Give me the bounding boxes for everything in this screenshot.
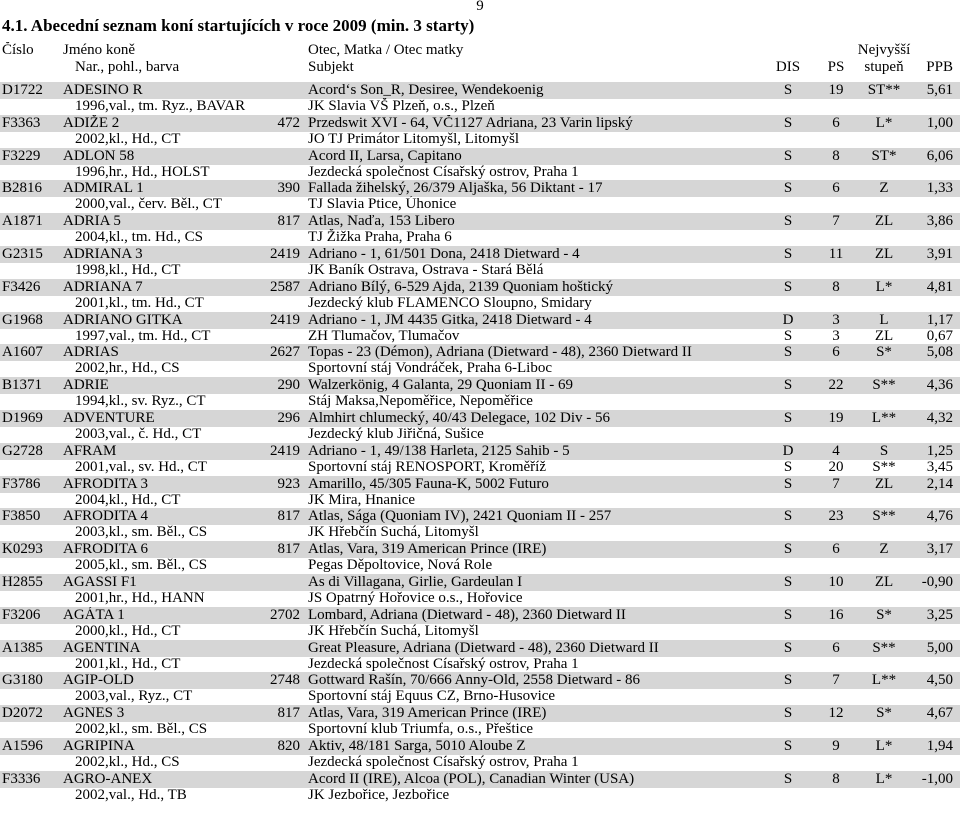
horse-ps: 16 <box>828 606 844 623</box>
table-row <box>0 344 960 361</box>
horse-parents: Amarillo, 45/305 Fauna-K, 5002 Futuro <box>308 475 549 492</box>
horse-subject: Stáj Maksa,Nepoměřice, Nepoměřice <box>308 393 533 410</box>
horse-subject: JK Baník Ostrava, Ostrava - Stará Bělá <box>308 262 544 278</box>
horse-parents: Adriano - 1, 61/501 Dona, 2418 Dietward - 4 <box>308 246 580 262</box>
horse-number: 2419 <box>270 246 300 262</box>
table-row-detail <box>0 262 960 279</box>
horse-name: ADVENTURE <box>63 410 155 426</box>
horse-name: ADLON 58 <box>63 147 135 164</box>
horse-ppb-2: 3,45 <box>926 458 953 475</box>
horse-ppb: 1,33 <box>926 180 953 197</box>
horse-parents: Atlas, Vara, 319 American Prince (IRE) <box>308 705 547 722</box>
horse-dis: S <box>783 508 793 525</box>
horse-ps: 8 <box>832 278 840 295</box>
horse-birth-sex-color: 2005,kl., sm. Běl., CS <box>75 557 208 574</box>
horse-ppb: 4,76 <box>926 508 953 525</box>
horse-id: K0293 <box>2 541 43 558</box>
table-row-detail <box>0 557 960 574</box>
table-row-detail <box>0 754 960 771</box>
horse-subject: TJ Žižka Praha, Praha 6 <box>308 229 452 246</box>
horse-subject: ZH Tlumačov, Tlumačov <box>308 327 460 344</box>
table-row-detail <box>0 196 960 213</box>
table-row <box>0 246 960 263</box>
horse-subject: Sportovní klub Triumfa, o.s., Přeštice <box>308 721 534 738</box>
horse-stupen: Z <box>879 180 889 197</box>
horse-ps: 6 <box>832 114 840 131</box>
header-ps: PS <box>827 59 845 75</box>
horse-name: AGRIPINA <box>63 738 135 754</box>
table-row <box>0 279 960 296</box>
horse-number: 820 <box>277 738 300 754</box>
horse-id: F3850 <box>2 508 41 525</box>
header-stupen-2: stupeň <box>864 59 904 75</box>
horse-subject: Sportovní stáj Equus CZ, Brno-Husovice <box>308 688 556 705</box>
horse-parents: Acord‘s Son_R, Desiree, Wendekoenig <box>308 82 544 98</box>
table-row-detail <box>0 295 960 312</box>
horse-birth-sex-color: 2002,kl., Hd., CT <box>75 130 181 147</box>
horse-number: 290 <box>277 377 300 394</box>
horse-ps: 23 <box>828 508 844 525</box>
horse-number: 2748 <box>270 672 300 689</box>
horse-ppb: 1,94 <box>926 738 953 754</box>
horse-birth-sex-color: 2004,kl., tm. Hd., CS <box>75 229 203 246</box>
horse-birth-sex-color: 2002,kl., sm. Běl., CS <box>75 721 208 738</box>
horse-ps: 6 <box>832 344 840 361</box>
horse-ps: 10 <box>828 574 844 590</box>
table-row <box>0 115 960 132</box>
horse-dis: S <box>783 705 793 722</box>
table-row-detail <box>0 688 960 705</box>
horse-stupen: Z <box>879 541 889 558</box>
horse-id: B2816 <box>2 180 43 197</box>
horse-stupen: L* <box>875 114 893 131</box>
table-row-detail <box>0 459 960 476</box>
horse-ps: 19 <box>828 82 844 98</box>
horse-birth-sex-color: 2000,kl., Hd., CT <box>75 622 181 639</box>
table-row-detail <box>0 426 960 443</box>
horse-stupen-2: S** <box>872 458 896 475</box>
page-title: 4.1. Abecední seznam koní startujících v roce 2009 (min. 3 starty) <box>2 16 475 35</box>
horse-dis-2: S <box>783 327 793 344</box>
horse-ppb: 3,91 <box>926 246 953 262</box>
horse-birth-sex-color: 2001,hr., Hd., HANN <box>75 590 205 606</box>
table-row <box>0 213 960 230</box>
horse-dis: S <box>783 475 793 492</box>
horse-subject: JK Slavia VŠ Plzeň, o.s., Plzeň <box>308 98 495 114</box>
horse-subject: JK Mira, Hnanice <box>308 491 416 508</box>
horse-stupen: L* <box>875 770 893 787</box>
horse-dis: S <box>783 377 793 394</box>
horse-parents: Przedswit XVI - 64, VČ1127 Adriana, 23 Varin lipský <box>308 114 633 131</box>
horse-subject: Jezdecký klub Jiřičná, Sušice <box>308 426 484 442</box>
horse-stupen: ZL <box>874 213 894 230</box>
table-row <box>0 574 960 591</box>
horse-ps: 8 <box>832 770 840 787</box>
horse-ps: 7 <box>832 213 840 230</box>
horse-dis: S <box>783 541 793 558</box>
table-row <box>0 672 960 689</box>
horse-parents: As di Villagana, Girlie, Gardeulan I <box>308 574 523 590</box>
table-row <box>0 640 960 657</box>
horse-parents: Gottward Rašín, 70/666 Anny-Old, 2558 Dietward - 86 <box>308 672 641 689</box>
horse-number: 923 <box>277 475 300 492</box>
horse-id: G1968 <box>2 311 43 328</box>
horse-name: AGÁTA 1 <box>63 606 125 623</box>
horse-id: B1371 <box>2 377 43 394</box>
horse-birth-sex-color: 2000,val., červ. Běl., CT <box>75 196 222 213</box>
horse-birth-sex-color: 1994,kl., sv. Ryz., CT <box>75 393 206 410</box>
horse-ps: 8 <box>832 147 840 164</box>
horse-id: G2315 <box>2 246 43 262</box>
horse-stupen: S** <box>872 377 896 394</box>
horse-birth-sex-color: 2001,kl., tm. Hd., CT <box>75 294 204 311</box>
horse-ppb: 2,14 <box>926 475 953 492</box>
horse-ps: 6 <box>832 180 840 197</box>
horse-subject: JO TJ Primátor Litomyšl, Litomyšl <box>308 130 519 147</box>
horse-ps: 7 <box>832 672 840 689</box>
horse-number: 2587 <box>270 278 300 295</box>
table-row <box>0 607 960 624</box>
horse-name: ADRIE <box>63 377 109 394</box>
horse-subject: Jezdecká společnost Císařský ostrov, Praha 1 <box>308 163 579 180</box>
horse-id: G2728 <box>2 442 43 459</box>
horse-id: F3786 <box>2 475 41 492</box>
page-number: 9 <box>476 0 484 14</box>
horse-stupen: L** <box>871 410 897 426</box>
horse-birth-sex-color: 2002,kl., Hd., CS <box>75 754 180 770</box>
horse-name: AGASSI F1 <box>63 574 137 590</box>
horse-ppb: -0,90 <box>921 574 953 590</box>
horse-id: A1871 <box>2 213 43 230</box>
table-row-detail <box>0 524 960 541</box>
horse-name: AFRODITA 3 <box>63 475 149 492</box>
horse-subject: Jezdecká společnost Císařský ostrov, Praha 1 <box>308 754 579 770</box>
horse-parents: Atlas, Naďa, 153 Libero <box>308 213 455 230</box>
horse-number: 296 <box>277 410 300 426</box>
table-row <box>0 443 960 460</box>
table-row <box>0 377 960 394</box>
horse-stupen: S* <box>876 705 892 722</box>
horse-id: A1385 <box>2 639 43 656</box>
horse-name: AGNES 3 <box>63 705 125 722</box>
horse-number: 2419 <box>270 311 300 328</box>
horse-name: AFRODITA 4 <box>63 508 149 525</box>
horse-ppb: 1,00 <box>926 114 953 131</box>
horse-subject: Sportovní stáj Vondráček, Praha 6-Liboc <box>308 360 552 377</box>
horse-ppb: 3,25 <box>926 606 953 623</box>
horse-birth-sex-color: 1998,kl., Hd., CT <box>75 262 181 278</box>
horse-subject: Pegas Děpoltovice, Nová Role <box>308 557 493 574</box>
header-id: Číslo <box>2 42 34 58</box>
table-row-detail <box>0 787 960 804</box>
horse-number: 2627 <box>270 344 300 361</box>
horse-id: G3180 <box>2 672 43 689</box>
horse-birth-sex-color: 1996,hr., Hd., HOLST <box>75 163 210 180</box>
horse-stupen: L* <box>875 278 893 295</box>
horse-dis: S <box>783 606 793 623</box>
horse-id: F3336 <box>2 770 41 787</box>
horse-name: AFRAM <box>63 442 117 459</box>
horse-parents: Acord II (IRE), Alcoa (POL), Canadian Winter (USA) <box>308 770 635 787</box>
horse-birth-sex-color: 2001,val., sv. Hd., CT <box>75 458 207 475</box>
horse-ppb: 4,67 <box>926 705 953 722</box>
horse-subject: JK Hřebčín Suchá, Litomyšl <box>308 622 479 639</box>
horse-ppb: 5,61 <box>926 82 953 98</box>
horse-birth-sex-color: 2003,kl., sm. Běl., CS <box>75 524 208 541</box>
horse-dis: S <box>783 574 793 590</box>
horse-stupen: L** <box>871 672 897 689</box>
horse-ppb: 3,86 <box>926 213 953 230</box>
horse-id: F3229 <box>2 147 41 164</box>
horse-dis: S <box>783 114 793 131</box>
horse-ppb: 5,08 <box>926 344 953 361</box>
horse-ps: 3 <box>832 311 840 328</box>
horse-ppb: 4,50 <box>926 672 953 689</box>
table-row-detail <box>0 98 960 115</box>
horse-number: 472 <box>277 114 300 131</box>
horse-subject: Jezdecký klub FLAMENCO Sloupno, Smidary <box>308 294 592 311</box>
horse-name: ADMIRAL 1 <box>63 180 144 197</box>
horse-dis: S <box>783 278 793 295</box>
horse-name: ADIŽE 2 <box>63 114 120 131</box>
table-row-detail <box>0 229 960 246</box>
horse-parents: Acord II, Larsa, Capitano <box>308 147 462 164</box>
horse-subject: Sportovní stáj RENOSPORT, Kroměříž <box>308 458 546 475</box>
horse-ps: 4 <box>832 442 840 459</box>
horse-ps: 19 <box>828 410 844 426</box>
horse-ps: 11 <box>828 246 844 262</box>
horse-ppb: 4,32 <box>926 410 953 426</box>
horse-id: A1607 <box>2 344 43 361</box>
horse-parents: Almhirt chlumecký, 40/43 Delegace, 102 Div - 56 <box>308 410 611 426</box>
horse-parents: Great Pleasure, Adriana (Dietward - 48), 2360 Dietward II <box>308 639 659 656</box>
table-row-detail <box>0 164 960 181</box>
horse-dis-2: S <box>783 458 793 475</box>
horse-birth-sex-color: 2003,val., Ryz., CT <box>75 688 193 705</box>
horse-name: ADRIANA 7 <box>63 278 143 295</box>
table-row-detail <box>0 131 960 148</box>
table-row-detail <box>0 328 960 345</box>
horse-stupen-2: ZL <box>874 327 894 344</box>
horse-stupen: ZL <box>874 574 894 590</box>
horse-stupen: ZL <box>874 246 894 262</box>
horse-number: 817 <box>277 705 300 722</box>
horse-birth-sex-color: 2003,val., č. Hd., CT <box>75 426 202 442</box>
horse-subject: JS Opatrný Hořovice o.s., Hořovice <box>308 590 523 606</box>
horse-stupen: S* <box>876 344 892 361</box>
horse-stupen: L <box>879 311 889 328</box>
table-row-detail <box>0 590 960 607</box>
table-row <box>0 82 960 99</box>
table-row <box>0 312 960 329</box>
horse-stupen: S** <box>872 508 896 525</box>
table-row-detail <box>0 492 960 509</box>
horse-number: 817 <box>277 213 300 230</box>
header-ppb: PPB <box>926 59 953 75</box>
horse-stupen: ST* <box>871 147 897 164</box>
horse-stupen: S <box>879 442 889 459</box>
header-parents: Otec, Matka / Otec matky <box>308 42 464 58</box>
horse-birth-sex-color: 2002,hr., Hd., CS <box>75 360 180 377</box>
header-subject: Subjekt <box>308 59 354 75</box>
horse-ps: 22 <box>828 377 844 394</box>
horse-stupen: S* <box>876 606 892 623</box>
horse-id: D1722 <box>2 82 43 98</box>
horse-dis: S <box>783 246 793 262</box>
horse-name: AGIP-OLD <box>63 672 134 689</box>
horse-name: AGENTINA <box>63 639 141 656</box>
horse-subject: TJ Slavia Ptice, Úhonice <box>308 196 457 213</box>
table-row <box>0 705 960 722</box>
table-row-detail <box>0 721 960 738</box>
horse-dis: D <box>782 442 794 459</box>
horse-id: F3426 <box>2 278 41 295</box>
horse-birth-sex-color: 2004,kl., Hd., CT <box>75 491 181 508</box>
horse-name: ADRIAS <box>63 344 119 361</box>
horse-parents: Lombard, Adriana (Dietward - 48), 2360 Dietward II <box>308 606 626 623</box>
horse-dis: S <box>783 770 793 787</box>
table-row <box>0 541 960 558</box>
horse-name: ADESINO R <box>63 82 143 98</box>
horse-dis: S <box>783 410 793 426</box>
horse-ppb: -1,00 <box>921 770 953 787</box>
horse-ps: 9 <box>832 738 840 754</box>
horse-name: AFRODITA 6 <box>63 541 149 558</box>
horse-dis: S <box>783 213 793 230</box>
table-row <box>0 148 960 165</box>
horse-ppb-2: 0,67 <box>926 327 953 344</box>
table-row <box>0 771 960 788</box>
header-stupen-1: Nejvyšší <box>857 42 911 58</box>
horse-name: ADRIA 5 <box>63 213 121 230</box>
horse-id: F3206 <box>2 606 41 623</box>
horse-ppb: 4,81 <box>926 278 953 295</box>
horse-ppb: 4,36 <box>926 377 953 394</box>
table-row-detail <box>0 623 960 640</box>
horse-number: 2702 <box>270 606 300 623</box>
table-row <box>0 180 960 197</box>
horse-parents: Walzerkönig, 4 Galanta, 29 Quoniam II - 69 <box>308 377 573 394</box>
horse-parents: Adriano Bílý, 6-529 Ajda, 2139 Quoniam hoštický <box>308 278 613 295</box>
horse-name: ADRIANA 3 <box>63 246 143 262</box>
horse-stupen: ST** <box>867 82 901 98</box>
horse-birth-sex-color: 2002,val., Hd., TB <box>75 786 187 803</box>
horse-ppb: 1,25 <box>926 442 953 459</box>
horse-birth-sex-color: 1997,val., tm. Hd., CT <box>75 327 211 344</box>
table-row <box>0 476 960 493</box>
horse-name: AGRO-ANEX <box>63 770 153 787</box>
horse-ps-2: 20 <box>828 458 844 475</box>
horse-number: 817 <box>277 508 300 525</box>
horse-ppb: 5,00 <box>926 639 953 656</box>
horse-id: F3363 <box>2 114 41 131</box>
horse-number: 817 <box>277 541 300 558</box>
table-row <box>0 410 960 427</box>
horse-stupen: L* <box>875 738 893 754</box>
horse-parents: Atlas, Sága (Quoniam IV), 2421 Quoniam II - 257 <box>308 508 612 525</box>
horse-dis: S <box>783 180 793 197</box>
horse-ppb: 3,17 <box>926 541 953 558</box>
header-name: Jméno koně <box>63 42 136 58</box>
horse-dis: S <box>783 738 793 754</box>
horse-ps: 6 <box>832 541 840 558</box>
horse-name: ADRIANO GITKA <box>63 311 183 328</box>
horse-stupen: S** <box>872 639 896 656</box>
horse-id: D1969 <box>2 410 43 426</box>
horse-id: H2855 <box>2 574 43 590</box>
horse-ps: 12 <box>828 705 844 722</box>
horse-number: 2419 <box>270 442 300 459</box>
horse-number: 390 <box>277 180 300 197</box>
table-header-line-2 <box>0 59 960 76</box>
horse-dis: D <box>782 311 794 328</box>
horse-dis: S <box>783 672 793 689</box>
header-dis: DIS <box>775 59 801 75</box>
horse-ppb: 1,17 <box>926 311 953 328</box>
horse-dis: S <box>783 82 793 98</box>
horse-parents: Fallada žihelský, 26/379 Aljaška, 56 Diktant - 17 <box>308 180 603 197</box>
horse-dis: S <box>783 344 793 361</box>
horse-parents: Aktiv, 48/181 Sarga, 5010 Aloube Z <box>308 738 526 754</box>
horse-ps: 6 <box>832 639 840 656</box>
horse-parents: Topas - 23 (Démon), Adriana (Dietward - 48), 2360 Dietward II <box>308 344 692 361</box>
horse-ps-2: 3 <box>832 327 840 344</box>
horse-id: D2072 <box>2 705 43 722</box>
horse-parents: Adriano - 1, JM 4435 Gitka, 2418 Dietward - 4 <box>308 311 592 328</box>
table-row-detail <box>0 360 960 377</box>
horse-birth-sex-color: 2001,kl., Hd., CT <box>75 655 181 672</box>
table-row-detail <box>0 656 960 673</box>
table-row <box>0 738 960 755</box>
horse-dis: S <box>783 639 793 656</box>
horse-ppb: 6,06 <box>926 147 953 164</box>
table-row-detail <box>0 393 960 410</box>
horse-subject: JK Hřebčín Suchá, Litomyšl <box>308 524 479 541</box>
header-birth-sex-color: Nar., pohl., barva <box>75 59 180 75</box>
horse-ps: 7 <box>832 475 840 492</box>
table-header-line-1 <box>0 42 960 59</box>
horse-birth-sex-color: 1996,val., tm. Ryz., BAVAR <box>75 98 246 114</box>
horse-id: A1596 <box>2 738 43 754</box>
horse-parents: Atlas, Vara, 319 American Prince (IRE) <box>308 541 547 558</box>
horse-subject: Jezdecká společnost Císařský ostrov, Praha 1 <box>308 655 579 672</box>
horse-parents: Adriano - 1, 49/138 Harleta, 2125 Sahib - 5 <box>308 442 570 459</box>
horse-stupen: ZL <box>874 475 894 492</box>
table-row <box>0 508 960 525</box>
horse-subject: JK Jezbořice, Jezbořice <box>308 786 450 803</box>
horse-dis: S <box>783 147 793 164</box>
